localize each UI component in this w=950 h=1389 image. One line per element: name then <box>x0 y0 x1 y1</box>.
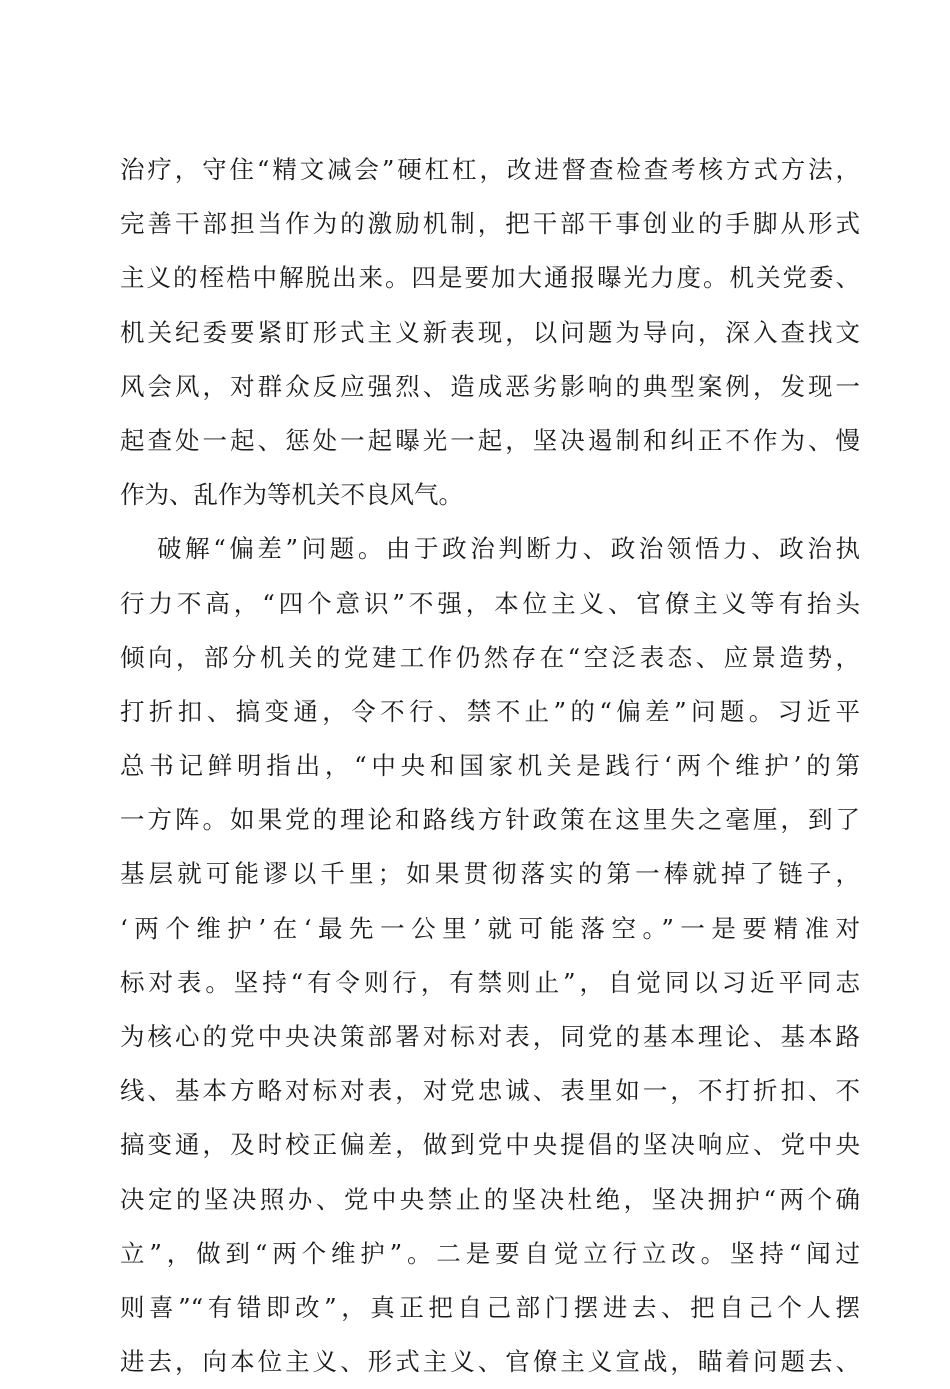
text-line: 进去，向本位主义、形式主义、官僚主义宣战，瞄着问题去、 <box>120 1347 860 1377</box>
text-line: 倾向，部分机关的党建工作仍然存在“空泛表态、应景造势， <box>120 642 860 672</box>
text-line: ‘两个维护’在‘最先一公里’就可能落空。”一是要精准对 <box>120 913 860 943</box>
text-line: 线、基本方略对标对表，对党忠诚、表里如一，不打折扣、不 <box>120 1076 860 1106</box>
paragraph-end-line: 作为、乱作为等机关不良风气。 <box>120 480 463 510</box>
text-line: 立”，做到“两个维护”。二是要自觉立行立改。坚持“闻过 <box>120 1238 860 1268</box>
paragraph-start-line: 破解“偏差”问题。由于政治判断力、政治领悟力、政治执 <box>157 534 860 564</box>
text-line: 打折扣、搞变通，令不行、禁不止”的“偏差”问题。习近平 <box>120 696 860 726</box>
text-line: 搞变通，及时校正偏差，做到党中央提倡的坚决响应、党中央 <box>120 1130 860 1160</box>
text-line: 为核心的党中央决策部署对标对表，同党的基本理论、基本路 <box>120 1022 860 1051</box>
text-line: 一方阵。如果党的理论和路线方针政策在这里失之毫厘，到了 <box>120 805 860 835</box>
text-line: 主义的桎梏中解脱出来。四是要加大通报曝光力度。机关党委、 <box>120 263 860 293</box>
text-line: 机关纪委要紧盯形式主义新表现，以问题为导向，深入查找文 <box>120 317 860 347</box>
text-line: 治疗，守住“精文减会”硬杠杠，改进督查检查考核方式方法， <box>120 155 860 184</box>
text-line: 行力不高，“四个意识”不强，本位主义、官僚主义等有抬头 <box>120 588 860 618</box>
text-line: 风会风，对群众反应强烈、造成恶劣影响的典型案例，发现一 <box>120 371 860 401</box>
text-line: 总书记鲜明指出，“中央和国家机关是践行‘两个维护’的第 <box>120 751 860 781</box>
text-line: 起查处一起、惩处一起曝光一起，坚决遏制和纠正不作为、慢 <box>120 425 860 455</box>
text-line: 完善干部担当作为的激励机制，把干部干事创业的手脚从形式 <box>120 209 860 239</box>
text-line: 决定的坚决照办、党中央禁止的坚决杜绝，坚决拥护“两个确 <box>120 1184 860 1214</box>
text-line: 基层就可能谬以千里；如果贯彻落实的第一棒就掉了链子， <box>120 859 860 889</box>
text-line: 则喜”“有错即改”，真正把自己部门摆进去、把自己个人摆 <box>120 1292 860 1322</box>
body-text <box>120 143 860 1389</box>
text-line: 标对表。坚持“有令则行，有禁则止”，自觉同以习近平同志 <box>120 967 860 997</box>
